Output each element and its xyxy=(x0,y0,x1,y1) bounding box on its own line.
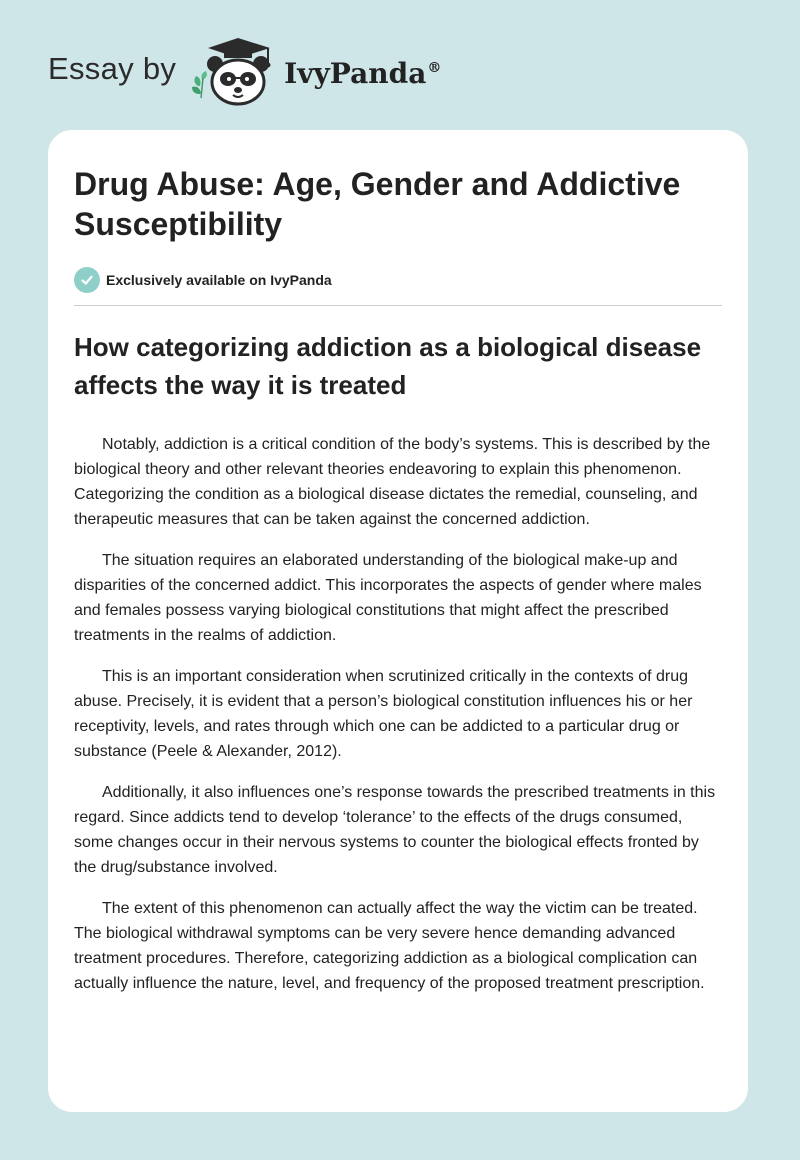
divider xyxy=(74,305,722,306)
check-icon xyxy=(74,267,100,293)
essay-by-label: Essay by xyxy=(48,51,177,86)
paragraph: Additionally, it also influences one’s response towards the prescribed treatments in this regard. Since addicts tend to develop ‘tolerance’ to the effects of the drugs consumed, some changes occur in their nervous systems to counter the biological effects fronted by the drug/substance involved. xyxy=(74,784,716,876)
registered-mark: ® xyxy=(427,60,442,77)
essay-card xyxy=(48,130,748,1112)
paragraph: This is an important consideration when scrutinized critically in the contexts of drug abuse. Precisely, it is evident that a person’s biological constitution influences his or her receptivity, levels, and rates through which one can be addicted to a particular drug or substance (Peele & Alexander, 2012). xyxy=(74,668,693,760)
essay-title: Drug Abuse: Age, Gender and Addictive Susceptibility xyxy=(74,166,681,242)
exclusive-label: Exclusively available on IvyPanda xyxy=(106,272,332,288)
brand-name[interactable]: IvyPanda® xyxy=(284,56,442,90)
exclusive-badge xyxy=(74,267,722,293)
paragraph: Notably, addiction is a critical condition of the body’s systems. This is described by the biological theory and other relevant theories endeavoring to explain this phenomenon. Categorizing the condition as a biological disease dictates the remedial, counseling, and therapeutic measures that can be taken against the concerned addiction. xyxy=(74,436,711,528)
site-header xyxy=(48,36,441,108)
paragraph: The extent of this phenomenon can actually affect the way the victim can be treated. The biological withdrawal symptoms can be very severe hence demanding advanced treatment procedures. Therefore, categorizing addiction as a biological complication can actually influence the nature, level, and frequency of the proposed treatment prescription. xyxy=(74,900,705,992)
ivypanda-logo-icon[interactable] xyxy=(188,36,280,108)
section-heading: How categorizing addiction as a biological disease affects the way it is treated xyxy=(74,332,702,400)
paragraph: The situation requires an elaborated understanding of the biological make-up and disparities of the concerned addict. This incorporates the aspects of gender where males and females possess varying biological constitutions that might affect the prescribed treatments in the realms of addiction. xyxy=(74,552,702,644)
